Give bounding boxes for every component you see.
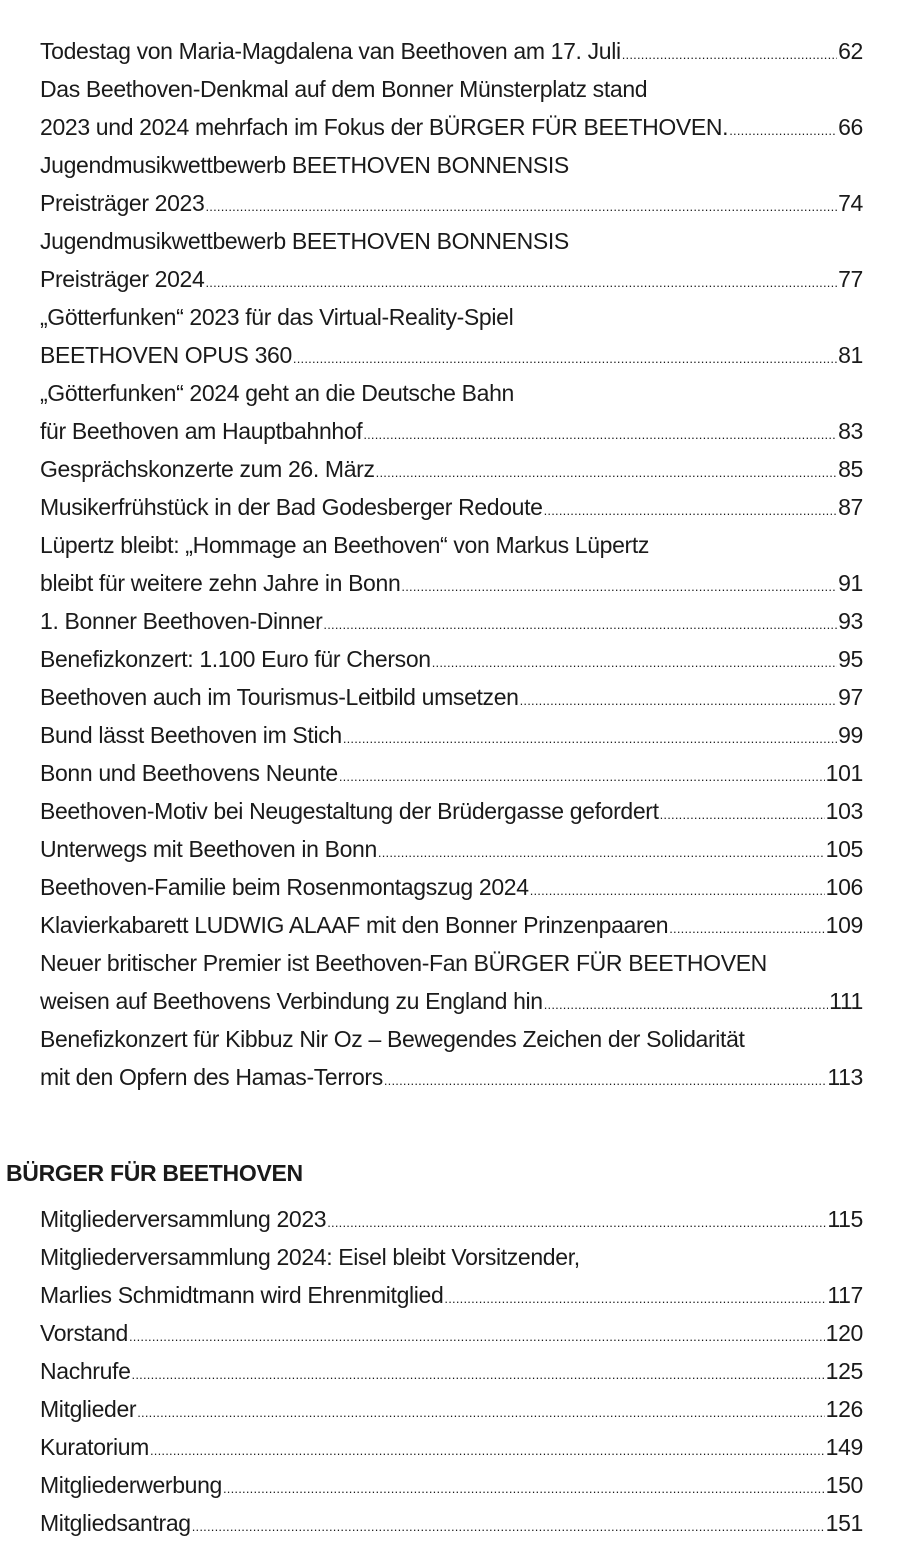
- toc-entry-line: [40, 678, 863, 716]
- toc-entry-line: [40, 564, 863, 602]
- toc-entry-line: [40, 1058, 863, 1096]
- dot-leader: [376, 466, 837, 479]
- toc-entry-line: [40, 792, 863, 830]
- toc-entry-line: [40, 260, 863, 298]
- toc-entry-title: Beethoven auch im Tourismus-Leitbild umsetzen: [40, 684, 519, 710]
- dot-leader: [660, 808, 825, 821]
- toc-entry[interactable]: [40, 1020, 863, 1096]
- toc-entry-page-number: 97: [838, 684, 863, 710]
- toc-entry-page-number: 120: [825, 1320, 863, 1346]
- toc-entry[interactable]: [40, 906, 863, 944]
- toc-entry-title: Marlies Schmidtmann wird Ehrenmitglied: [40, 1282, 444, 1308]
- dot-leader: [384, 1074, 827, 1087]
- toc-entry-title-line: „Götterfunken“ 2023 für das Virtual-Reality-Spiel: [40, 304, 514, 330]
- section-heading: BÜRGER FÜR BEETHOVEN: [6, 1160, 303, 1186]
- dot-leader: [205, 200, 837, 213]
- toc-entry-title: Preisträger 2024: [40, 266, 205, 292]
- toc-entry-title: Kuratorium: [40, 1434, 149, 1460]
- toc-entry[interactable]: [40, 640, 863, 678]
- dot-leader: [205, 276, 837, 289]
- toc-entry-line: [40, 868, 863, 906]
- toc-entry-title: 2023 und 2024 mehrfach im Fokus der BÜRGER FÜR BEETHOVEN.: [40, 114, 729, 140]
- toc-entry-line: [40, 108, 863, 146]
- toc-entry-page-number: 117: [827, 1282, 863, 1308]
- toc-entry-title: mit den Opfern des Hamas-Terrors: [40, 1064, 383, 1090]
- toc-entry-line: [40, 336, 863, 374]
- toc-entry-page-number: 81: [838, 342, 863, 368]
- dot-leader: [339, 770, 825, 783]
- toc-entry-page-number: 151: [825, 1510, 863, 1536]
- toc-entry[interactable]: [40, 1466, 863, 1504]
- toc-entry-title: Unterwegs mit Beethoven in Bonn: [40, 836, 377, 862]
- toc-entry-title-line: Mitgliederversammlung 2024: Eisel bleibt Vorsitzender,: [40, 1244, 580, 1270]
- toc-entry-line: [40, 488, 863, 526]
- dot-leader: [520, 694, 838, 707]
- dot-leader: [401, 580, 837, 593]
- toc-entry[interactable]: [40, 488, 863, 526]
- toc-entry-title: Benefizkonzert: 1.100 Euro für Cherson: [40, 646, 431, 672]
- toc-entry-page-number: 83: [838, 418, 863, 444]
- toc-entry[interactable]: [40, 1352, 863, 1390]
- toc-entry[interactable]: [40, 792, 863, 830]
- toc-entry-title: Vorstand: [40, 1320, 128, 1346]
- toc-entry-title-line: „Götterfunken“ 2024 geht an die Deutsche Bahn: [40, 380, 514, 406]
- dot-leader: [622, 48, 837, 61]
- toc-entry-page-number: 113: [827, 1064, 863, 1090]
- dot-leader: [544, 998, 828, 1011]
- toc-entry[interactable]: [40, 70, 863, 146]
- toc-entry-line: [40, 640, 863, 678]
- toc-entry-line: [40, 1504, 863, 1542]
- toc-entry[interactable]: [40, 32, 863, 70]
- dot-leader: [150, 1444, 825, 1457]
- toc-entry-line: [40, 1390, 863, 1428]
- dot-leader: [544, 504, 838, 517]
- toc-entry-line: [40, 602, 863, 640]
- dot-leader: [293, 352, 837, 365]
- toc-entry-page-number: 109: [825, 912, 863, 938]
- toc-entry[interactable]: [40, 944, 863, 1020]
- toc-entry[interactable]: [40, 146, 863, 222]
- dot-leader: [729, 124, 837, 137]
- toc-entry[interactable]: [40, 526, 863, 602]
- toc-entry-title: bleibt für weitere zehn Jahre in Bonn: [40, 570, 401, 596]
- toc-entry-line: [40, 754, 863, 792]
- toc-entry-title: Klavierkabarett LUDWIG ALAAF mit den Bonner Prinzenpaaren: [40, 912, 669, 938]
- toc-entry-page-number: 103: [825, 798, 863, 824]
- toc-entry[interactable]: [40, 1314, 863, 1352]
- toc-entry-page-number: 62: [838, 38, 863, 64]
- toc-entry[interactable]: [40, 1200, 863, 1238]
- toc-entry-page-number: 115: [827, 1206, 863, 1232]
- toc-entry-title: Mitglieder: [40, 1396, 137, 1422]
- toc-entry[interactable]: [40, 716, 863, 754]
- toc-entry-line: [40, 906, 863, 944]
- toc-entry-title-line: Das Beethoven-Denkmal auf dem Bonner Münsterplatz stand: [40, 76, 648, 102]
- toc-entry-page-number: 126: [825, 1396, 863, 1422]
- toc-entry-title: BEETHOVEN OPUS 360: [40, 342, 292, 368]
- toc-entry[interactable]: [40, 450, 863, 488]
- toc-entry-page-number: 125: [825, 1358, 863, 1384]
- toc-entry-title: Bonn und Beethovens Neunte: [40, 760, 338, 786]
- toc-entry-title-line: Jugendmusikwettbewerb BEETHOVEN BONNENSIS: [40, 228, 569, 254]
- toc-entry[interactable]: [40, 602, 863, 640]
- dot-leader: [137, 1406, 824, 1419]
- toc-entry-page-number: 66: [838, 114, 863, 140]
- toc-entry-title: weisen auf Beethovens Verbindung zu England hin: [40, 988, 543, 1014]
- toc-entry-page-number: 95: [838, 646, 863, 672]
- toc-entry-title: Mitgliederversammlung 2023: [40, 1206, 327, 1232]
- toc-entry-page-number: 93: [838, 608, 863, 634]
- toc-entry-title-line: Benefizkonzert für Kibbuz Nir Oz – Bewegendes Zeichen der Solidarität: [40, 1026, 745, 1052]
- toc-entry-page-number: 87: [838, 494, 863, 520]
- toc-entry-title: Beethoven-Motiv bei Neugestaltung der Brüdergasse gefordert: [40, 798, 659, 824]
- toc-entry-title: 1. Bonner Beethoven-Dinner: [40, 608, 323, 634]
- dot-leader: [669, 922, 824, 935]
- toc-entry-title-line: Jugendmusikwettbewerb BEETHOVEN BONNENSIS: [40, 152, 569, 178]
- toc-entry[interactable]: [40, 1428, 863, 1466]
- toc-entry[interactable]: [40, 222, 863, 298]
- dot-leader: [444, 1292, 826, 1305]
- toc-entry-page-number: 105: [825, 836, 863, 862]
- toc-entry-title: Mitgliedsantrag: [40, 1510, 191, 1536]
- dot-leader: [132, 1368, 825, 1381]
- toc-entry-line: [40, 1466, 863, 1504]
- toc-entry-title: Nachrufe: [40, 1358, 131, 1384]
- dot-leader: [378, 846, 825, 859]
- toc-entry[interactable]: [40, 1504, 863, 1542]
- toc-entry-line: [40, 184, 863, 222]
- toc-entry-line: [40, 1314, 863, 1352]
- toc-entry-page-number: 106: [825, 874, 863, 900]
- toc-entry-title: Musikerfrühstück in der Bad Godesberger Redoute: [40, 494, 543, 520]
- toc-entry-title: Preisträger 2023: [40, 190, 205, 216]
- toc-entry[interactable]: [40, 754, 863, 792]
- toc-entry-page-number: 99: [838, 722, 863, 748]
- dot-leader: [192, 1520, 825, 1533]
- toc-entry-line: [40, 1352, 863, 1390]
- toc-entry-title: Bund lässt Beethoven im Stich: [40, 722, 342, 748]
- toc-entry-title-line: Neuer britischer Premier ist Beethoven-Fan BÜRGER FÜR BEETHOVEN: [40, 950, 767, 976]
- toc-entry[interactable]: [40, 830, 863, 868]
- toc-entry[interactable]: [40, 1390, 863, 1428]
- toc-entry-title: für Beethoven am Hauptbahnhof: [40, 418, 363, 444]
- toc-entry-title: Gesprächskonzerte zum 26. März: [40, 456, 375, 482]
- toc-entry[interactable]: [40, 868, 863, 906]
- toc-entry-line: [40, 1428, 863, 1466]
- toc-entry-line: [40, 1276, 863, 1314]
- toc-entry[interactable]: [40, 374, 863, 450]
- toc-entry-page-number: 91: [838, 570, 863, 596]
- toc-entry-line: [40, 412, 863, 450]
- toc-entry-page-number: 149: [825, 1434, 863, 1460]
- toc-entry-line: [40, 1200, 863, 1238]
- toc-entry[interactable]: [40, 298, 863, 374]
- toc-list-continued: [40, 32, 863, 1096]
- toc-entry-line: [40, 716, 863, 754]
- toc-entry-line: [40, 830, 863, 868]
- toc-entry-title: Beethoven-Familie beim Rosenmontagszug 2024: [40, 874, 529, 900]
- toc-entry[interactable]: [40, 678, 863, 716]
- toc-entry-page-number: 150: [825, 1472, 863, 1498]
- toc-entry-page-number: 74: [838, 190, 863, 216]
- dot-leader: [343, 732, 837, 745]
- toc-entry-title-line: Lüpertz bleibt: „Hommage an Beethoven“ von Markus Lüpertz: [40, 532, 650, 558]
- toc-entry-page-number: 85: [838, 456, 863, 482]
- dot-leader: [129, 1330, 825, 1343]
- dot-leader: [327, 1216, 826, 1229]
- toc-entry[interactable]: [40, 1238, 863, 1314]
- toc-entry-line: [40, 450, 863, 488]
- toc-entry-line: [40, 982, 863, 1020]
- dot-leader: [223, 1482, 825, 1495]
- dot-leader: [432, 656, 837, 669]
- dot-leader: [363, 428, 837, 441]
- dot-leader: [323, 618, 837, 631]
- toc-entry-line: [40, 32, 863, 70]
- toc-entry-title: Todestag von Maria-Magdalena van Beethoven am 17. Juli: [40, 38, 621, 64]
- toc-list-section: [40, 1200, 863, 1542]
- toc-entry-title: Mitgliederwerbung: [40, 1472, 222, 1498]
- toc-entry-page-number: 101: [825, 760, 863, 786]
- toc-entry-page-number: 77: [838, 266, 863, 292]
- dot-leader: [530, 884, 825, 897]
- toc-entry-page-number: 111: [829, 988, 863, 1014]
